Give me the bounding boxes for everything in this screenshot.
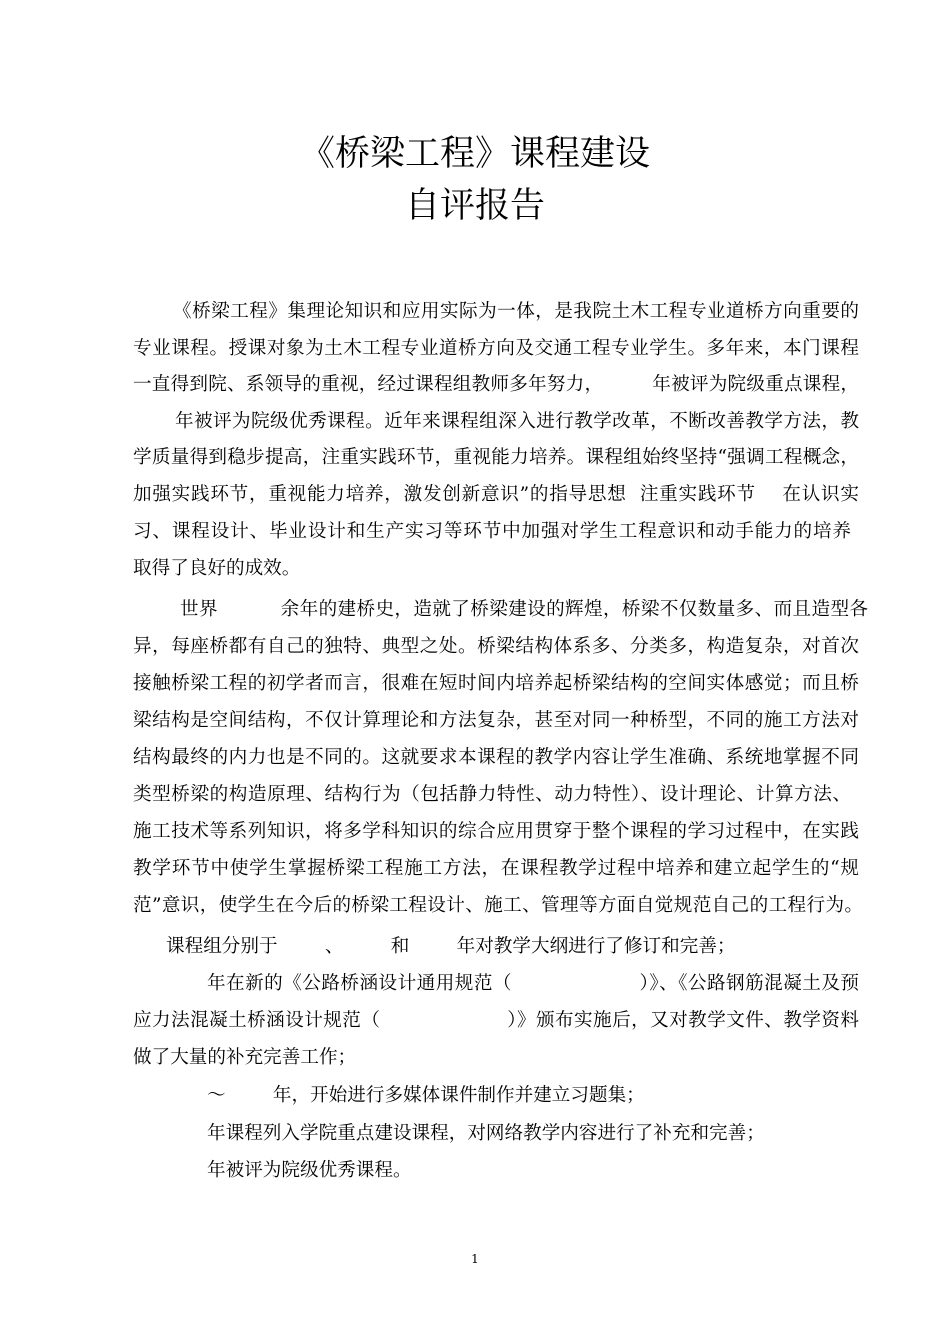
body-line: 施工技术等系列知识，将多学科知识的综合应用贯穿于整个课程的学习过程中，在实践	[133, 821, 859, 842]
body-line: 应力法混凝土桥涵设计规范（ ）》颁布实施后，又对教学文件、教学资料	[133, 1010, 859, 1031]
body-line: 范”意识，使学生在今后的桥梁工程设计、施工、管理等方面自觉规范自己的工程行为。	[133, 895, 863, 916]
body-line: 年课程列入学院重点建设课程，对网络教学内容进行了补充和完善；	[207, 1123, 765, 1144]
document-subtitle: 自评报告	[404, 186, 545, 226]
body-line: 《桥梁工程》集理论知识和应用实际为一体，是我院土木工程专业道桥方向重要的	[173, 301, 859, 322]
body-line: 世界 余年的建桥史，造就了桥梁建设的辉煌，桥梁不仅数量多、而且造型各	[180, 599, 868, 620]
body-line: 专业课程。授课对象为土木工程专业道桥方向及交通工程专业学生。多年来，本门课程	[133, 338, 859, 359]
body-line: 教学环节中使学生掌握桥梁工程施工方法，在课程教学过程中培养和建立起学生的“规	[133, 858, 859, 879]
body-line: ～ 年，开始进行多媒体课件制作并建立习题集；	[207, 1085, 645, 1106]
body-line: 接触桥梁工程的初学者而言，很难在短时间内培养起桥梁结构的空间实体感觉；而且桥	[133, 673, 859, 694]
body-line: 年被评为院级优秀课程。近年来课程组深入进行教学改革，不断改善教学方法，教	[175, 411, 859, 432]
document-title: 《桥梁工程》课程建设	[299, 134, 650, 174]
body-line: 结构最终的内力也是不同的。这就要求本课程的教学内容让学生准确、系统地掌握不同	[133, 747, 859, 768]
body-line: 年在新的《公路桥涵设计通用规范（ ）》、《公路钢筋混凝土及预	[207, 973, 859, 994]
body-line: 习、课程设计、毕业设计和生产实习等环节中加强对学生工程意识和动手能力的培养	[133, 521, 851, 542]
body-line: 学质量得到稳步提高，注重实践环节，重视能力培养。课程组始终坚持“强调工程概念，	[133, 447, 859, 468]
body-line: 做了大量的补充完善工作；	[133, 1047, 357, 1068]
body-line: 异，每座桥都有自己的独特、典型之处。桥梁结构体系多、分类多，构造复杂，对首次	[133, 636, 859, 657]
page-number: 1	[471, 1252, 479, 1266]
body-line: 年被评为院级优秀课程。	[207, 1160, 412, 1181]
body-line: 取得了良好的成效。	[133, 558, 301, 579]
body-line: 加强实践环节，重视能力培养，激发创新意识”的指导思想 注重实践环节 在认识实	[133, 484, 859, 505]
body-line: 类型桥梁的构造原理、结构行为（包括静力特性、动力特性）、设计理论、计算方法、	[133, 784, 851, 805]
body-line: 课程组分别于 、 和 年对教学大纲进行了修订和完善；	[166, 936, 736, 957]
body-line: 梁结构是空间结构，不仅计算理论和方法复杂，甚至对同一种桥型，不同的施工方法对	[133, 710, 859, 731]
body-line: 一直得到院、系领导的重视，经过课程组教师多年努力， 年被评为院级重点课程，	[133, 374, 859, 395]
